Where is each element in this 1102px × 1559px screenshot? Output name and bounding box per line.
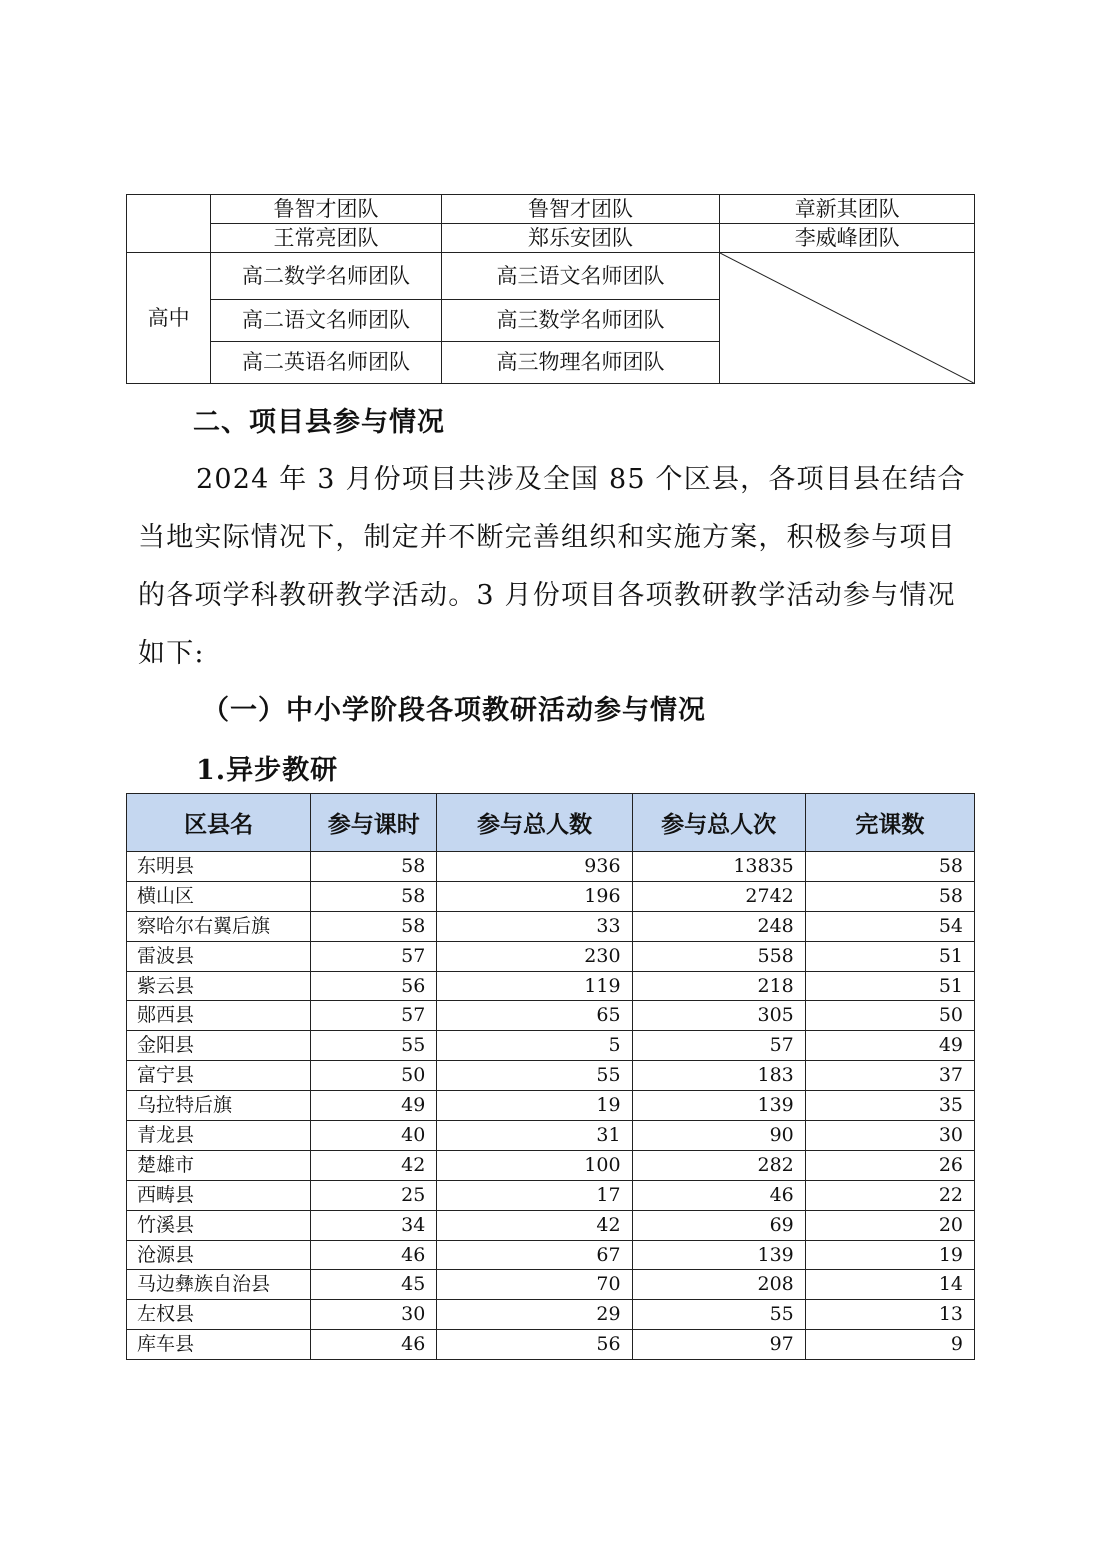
value-cell: 58	[805, 881, 974, 911]
table-row	[127, 1031, 975, 1061]
value-cell: 30	[805, 1121, 974, 1151]
value-cell: 42	[437, 1210, 632, 1240]
value-cell: 19	[437, 1091, 632, 1121]
county-name-cell: 青龙县	[127, 1121, 311, 1151]
body-paragraph	[138, 451, 973, 683]
section-title: 二、项目县参与情况	[193, 407, 445, 438]
value-cell: 19	[805, 1240, 974, 1270]
value-cell: 90	[632, 1121, 805, 1151]
value-cell: 139	[632, 1091, 805, 1121]
team-cell: 鲁智才团队	[211, 195, 442, 224]
team-cell: 鲁智才团队	[441, 195, 720, 224]
team-cell: 高三物理名师团队	[441, 342, 720, 384]
value-cell: 58	[805, 852, 974, 882]
value-cell: 69	[632, 1210, 805, 1240]
value-cell: 218	[632, 971, 805, 1001]
table-header-row	[127, 794, 975, 852]
value-cell: 100	[437, 1150, 632, 1180]
value-cell: 183	[632, 1061, 805, 1091]
value-cell: 70	[437, 1270, 632, 1300]
value-cell: 35	[805, 1091, 974, 1121]
table-row	[127, 1210, 975, 1240]
table-row	[127, 971, 975, 1001]
value-cell: 51	[805, 941, 974, 971]
table-row	[127, 1150, 975, 1180]
county-name-cell: 郧西县	[127, 1001, 311, 1031]
value-cell: 2742	[632, 881, 805, 911]
table-row	[127, 1330, 975, 1360]
header-people: 参与总人数	[437, 794, 632, 852]
value-cell: 305	[632, 1001, 805, 1031]
county-name-cell: 乌拉特后旗	[127, 1091, 311, 1121]
table-row	[127, 1091, 975, 1121]
paragraph-text: 2024 年 3 月份项目共涉及全国 85 个区县，各项目县在结合当地实际情况下，制定并不断完善组织和实施方案，积极参与项目的各项学科教研教学活动。3 月份项目各项教研教学活动参与情况如下:	[138, 464, 966, 669]
county-name-cell: 东明县	[127, 852, 311, 882]
value-cell: 196	[437, 881, 632, 911]
value-cell: 25	[311, 1180, 437, 1210]
value-cell: 31	[437, 1121, 632, 1151]
county-name-cell: 沧源县	[127, 1240, 311, 1270]
county-name-cell: 西畴县	[127, 1180, 311, 1210]
county-name-cell: 库车县	[127, 1330, 311, 1360]
table-row	[127, 1121, 975, 1151]
table-row	[127, 1300, 975, 1330]
value-cell: 49	[805, 1031, 974, 1061]
value-cell: 936	[437, 852, 632, 882]
value-cell: 57	[632, 1031, 805, 1061]
value-cell: 46	[311, 1240, 437, 1270]
value-cell: 30	[311, 1300, 437, 1330]
value-cell: 55	[311, 1031, 437, 1061]
value-cell: 58	[311, 911, 437, 941]
team-cell: 王常亮团队	[211, 224, 442, 253]
team-row	[127, 195, 975, 224]
value-cell: 9	[805, 1330, 974, 1360]
value-cell: 230	[437, 941, 632, 971]
participation-table	[126, 793, 975, 1360]
header-county: 区县名	[127, 794, 311, 852]
subsection-title: （一）中小学阶段各项教研活动参与情况	[202, 695, 706, 726]
value-cell: 248	[632, 911, 805, 941]
team-cell: 郑乐安团队	[441, 224, 720, 253]
table-row	[127, 1240, 975, 1270]
value-cell: 55	[437, 1061, 632, 1091]
value-cell: 40	[311, 1121, 437, 1151]
county-name-cell: 紫云县	[127, 971, 311, 1001]
team-cell: 高二英语名师团队	[211, 342, 442, 384]
value-cell: 50	[805, 1001, 974, 1031]
value-cell: 37	[805, 1061, 974, 1091]
header-visits: 参与总人次	[632, 794, 805, 852]
value-cell: 55	[632, 1300, 805, 1330]
county-name-cell: 横山区	[127, 881, 311, 911]
county-name-cell: 竹溪县	[127, 1210, 311, 1240]
value-cell: 33	[437, 911, 632, 941]
team-cell: 高三数学名师团队	[441, 300, 720, 342]
team-cell: 高二语文名师团队	[211, 300, 442, 342]
value-cell: 46	[311, 1330, 437, 1360]
table-row	[127, 1001, 975, 1031]
table-body	[127, 852, 975, 1360]
value-cell: 97	[632, 1330, 805, 1360]
table-row	[127, 1061, 975, 1091]
team-category-empty	[127, 195, 211, 253]
county-name-cell: 左权县	[127, 1300, 311, 1330]
value-cell: 57	[311, 941, 437, 971]
header-hours: 参与课时	[311, 794, 437, 852]
table-row	[127, 911, 975, 941]
value-cell: 45	[311, 1270, 437, 1300]
value-cell: 26	[805, 1150, 974, 1180]
value-cell: 208	[632, 1270, 805, 1300]
team-table	[126, 194, 975, 384]
table-row	[127, 1270, 975, 1300]
value-cell: 56	[437, 1330, 632, 1360]
value-cell: 58	[311, 852, 437, 882]
value-cell: 14	[805, 1270, 974, 1300]
value-cell: 17	[437, 1180, 632, 1210]
county-name-cell: 马边彝族自治县	[127, 1270, 311, 1300]
value-cell: 65	[437, 1001, 632, 1031]
header-completed: 完课数	[805, 794, 974, 852]
table-row	[127, 881, 975, 911]
value-cell: 5	[437, 1031, 632, 1061]
team-row	[127, 224, 975, 253]
value-cell: 20	[805, 1210, 974, 1240]
diagonal-line	[720, 253, 974, 383]
team-cell: 高二数学名师团队	[211, 253, 442, 300]
sub-subsection-title: 1.异步教研	[196, 755, 339, 786]
value-cell: 51	[805, 971, 974, 1001]
value-cell: 58	[311, 881, 437, 911]
value-cell: 67	[437, 1240, 632, 1270]
team-cell: 章新其团队	[720, 195, 975, 224]
value-cell: 56	[311, 971, 437, 1001]
value-cell: 49	[311, 1091, 437, 1121]
value-cell: 29	[437, 1300, 632, 1330]
value-cell: 282	[632, 1150, 805, 1180]
value-cell: 119	[437, 971, 632, 1001]
value-cell: 46	[632, 1180, 805, 1210]
county-name-cell: 楚雄市	[127, 1150, 311, 1180]
value-cell: 13	[805, 1300, 974, 1330]
value-cell: 57	[311, 1001, 437, 1031]
table-row	[127, 852, 975, 882]
value-cell: 139	[632, 1240, 805, 1270]
team-cell: 高三语文名师团队	[441, 253, 720, 300]
county-name-cell: 雷波县	[127, 941, 311, 971]
value-cell: 13835	[632, 852, 805, 882]
value-cell: 558	[632, 941, 805, 971]
county-name-cell: 察哈尔右翼后旗	[127, 911, 311, 941]
team-cell: 李威峰团队	[720, 224, 975, 253]
county-name-cell: 富宁县	[127, 1061, 311, 1091]
value-cell: 42	[311, 1150, 437, 1180]
value-cell: 34	[311, 1210, 437, 1240]
county-name-cell: 金阳县	[127, 1031, 311, 1061]
value-cell: 54	[805, 911, 974, 941]
empty-diagonal-cell	[720, 253, 975, 384]
table-row	[127, 941, 975, 971]
high-school-label: 高中	[127, 253, 211, 384]
team-row	[127, 253, 975, 300]
value-cell: 22	[805, 1180, 974, 1210]
value-cell: 50	[311, 1061, 437, 1091]
table-row	[127, 1180, 975, 1210]
